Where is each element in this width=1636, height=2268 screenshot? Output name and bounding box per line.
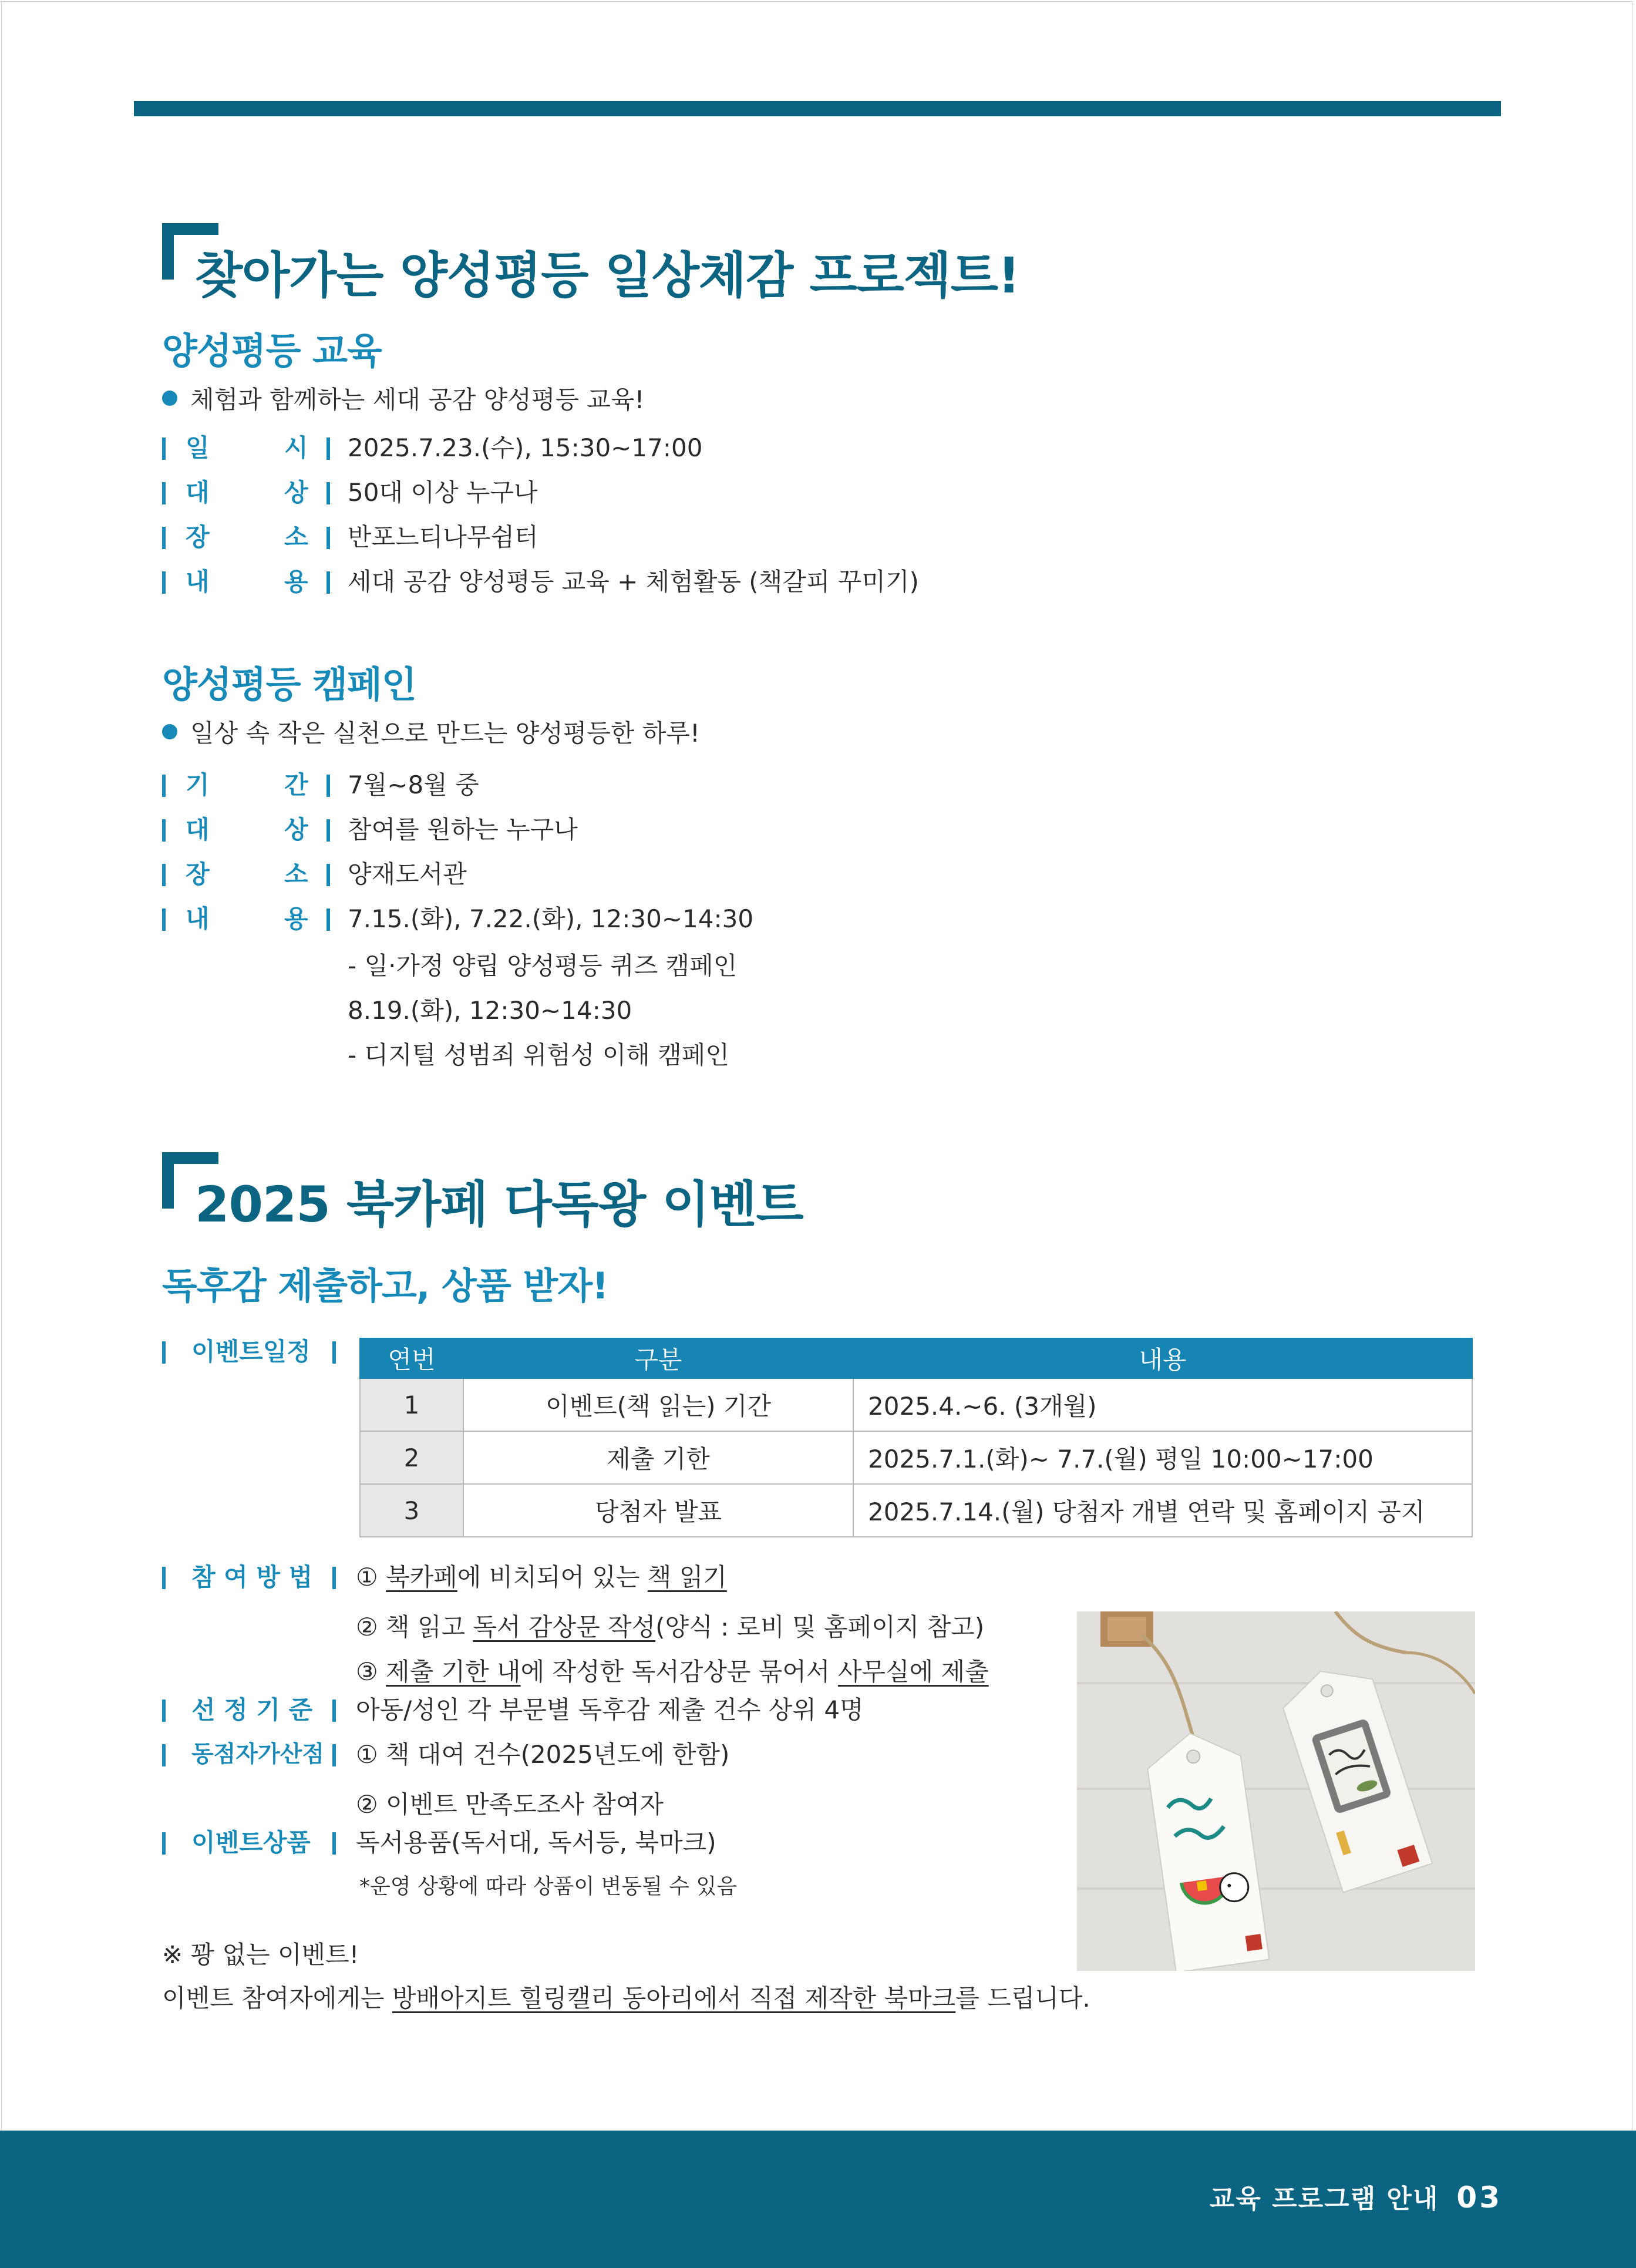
row-bar-icon bbox=[332, 1744, 336, 1766]
row-bar-icon bbox=[162, 1700, 166, 1722]
table-cell-content: 2025.7.1.(화)~ 7.7.(월) 평일 10:00~17:00 bbox=[853, 1431, 1472, 1484]
row-bar-icon bbox=[162, 571, 166, 594]
top-rule bbox=[134, 101, 1501, 116]
method-text: 책 읽고 bbox=[386, 1613, 473, 1641]
row-label-char: 대 bbox=[186, 478, 210, 507]
tiebreak-value: ① 책 대여 건수(2025년도에 한함) bbox=[356, 1740, 730, 1769]
tiebreak-label: 동점자가산점 bbox=[191, 1741, 325, 1768]
notice-text: 이벤트 참여자에게는 bbox=[162, 1984, 392, 2013]
prize-label: 이벤트상품 bbox=[191, 1828, 311, 1857]
row-value: 반포느티나무쉼터 bbox=[348, 523, 538, 551]
row-bar-icon bbox=[326, 775, 330, 797]
notice-line-2 bbox=[162, 1979, 1090, 2014]
footer-title: 교육 프로그램 안내 bbox=[1209, 2184, 1439, 2214]
method-emph: 독서 감상문 작성 bbox=[473, 1613, 656, 1641]
table-header-category: 구분 bbox=[463, 1338, 853, 1378]
method-label: 참 여 방 법 bbox=[191, 1563, 313, 1591]
table-cell-no: 3 bbox=[360, 1484, 463, 1537]
row-label-char: 내 bbox=[186, 904, 210, 933]
row-label-char: 용 bbox=[284, 567, 308, 596]
bookmark-photo bbox=[1077, 1611, 1475, 1971]
row-label-char: 상 bbox=[284, 478, 308, 507]
row-bar-icon bbox=[332, 1341, 336, 1364]
row-bar-icon bbox=[162, 1567, 166, 1589]
row-bar-icon bbox=[162, 819, 166, 842]
row-bar-icon bbox=[162, 908, 166, 931]
campaign-content-line: - 디지털 성범죄 위험성 이해 캠페인 bbox=[348, 1041, 729, 1069]
table-cell-content: 2025.4.~6. (3개월) bbox=[853, 1378, 1472, 1431]
footer-bar bbox=[0, 2131, 1636, 2268]
prize-note: *운영 상황에 따라 상품이 변동될 수 있음 bbox=[359, 1875, 738, 1899]
row-label-char: 기 bbox=[186, 770, 210, 799]
row-bar-icon bbox=[326, 571, 330, 594]
footer-label bbox=[1210, 2178, 1502, 2215]
notice-text: 를 드립니다. bbox=[955, 1984, 1090, 2013]
section1-title: 찾아가는 양성평등 일상체감 프로젝트! bbox=[195, 247, 1020, 304]
row-label-char: 대 bbox=[186, 815, 210, 844]
row-label-char: 일 bbox=[186, 433, 210, 462]
method-line-2 bbox=[356, 1608, 984, 1643]
notice-emph: 방배아지트 힐링캘리 동아리에서 직접 제작한 북마크 bbox=[392, 1984, 956, 2013]
row-bar-icon bbox=[326, 908, 330, 931]
method-text: (양식 : 로비 및 홈페이지 참고) bbox=[655, 1613, 985, 1641]
method-num: ③ bbox=[356, 1657, 378, 1686]
method-line-1 bbox=[356, 1560, 727, 1595]
row-value: 7월~8월 중 bbox=[348, 770, 479, 799]
row-bar-icon bbox=[162, 864, 166, 886]
row-bar-icon bbox=[162, 1744, 166, 1766]
campaign-lead bbox=[162, 714, 700, 749]
row-bar-icon bbox=[162, 1832, 166, 1855]
method-emph: 책 읽기 bbox=[647, 1563, 727, 1591]
table-cell-no: 2 bbox=[360, 1431, 463, 1484]
row-bar-icon bbox=[326, 864, 330, 886]
row-bar-icon bbox=[332, 1832, 336, 1855]
method-text: 에 비치되어 있는 bbox=[457, 1563, 648, 1591]
table-cell-no: 1 bbox=[360, 1378, 463, 1431]
education-lead-text: 체험과 함께하는 세대 공감 양성평등 교육! bbox=[190, 385, 645, 414]
tiebreak-line-2: ② 이벤트 만족도조사 참여자 bbox=[356, 1790, 664, 1819]
row-bar-icon bbox=[162, 775, 166, 797]
row-label-char: 장 bbox=[186, 860, 210, 889]
row-label-char: 상 bbox=[284, 815, 308, 844]
table-row bbox=[360, 1431, 1472, 1484]
table-header-content: 내용 bbox=[853, 1338, 1472, 1378]
row-value: 7.15.(화), 7.22.(화), 12:30~14:30 bbox=[348, 904, 754, 933]
table-row bbox=[360, 1378, 1472, 1431]
row-bar-icon bbox=[332, 1700, 336, 1722]
campaign-lead-text: 일상 속 작은 실천으로 만드는 양성평등한 하루! bbox=[190, 719, 700, 748]
table-cell-category: 당첨자 발표 bbox=[463, 1484, 853, 1537]
method-num: ② bbox=[356, 1613, 378, 1641]
row-bar-icon bbox=[326, 527, 330, 549]
row-value: 세대 공감 양성평등 교육 + 체험활동 (책갈피 꾸미기) bbox=[348, 567, 919, 596]
row-label-char: 내 bbox=[186, 567, 210, 596]
criteria-value: 아동/성인 각 부문별 독후감 제출 건수 상위 4명 bbox=[356, 1695, 864, 1724]
row-value: 2025.7.23.(수), 15:30~17:00 bbox=[348, 433, 703, 462]
campaign-content-line: - 일·가정 양립 양성평등 퀴즈 캠페인 bbox=[348, 951, 738, 980]
bullet-dot-icon bbox=[162, 724, 177, 739]
row-value: 양재도서관 bbox=[348, 860, 467, 889]
table-header-no: 연번 bbox=[360, 1338, 463, 1378]
row-bar-icon bbox=[332, 1567, 336, 1589]
row-label-char: 용 bbox=[284, 904, 308, 933]
education-title: 양성평등 교육 bbox=[162, 329, 382, 372]
method-emph: 제출 기한 내 bbox=[386, 1657, 521, 1686]
row-label-char: 간 bbox=[284, 770, 308, 799]
campaign-title: 양성평등 캠페인 bbox=[162, 663, 416, 706]
row-bar-icon bbox=[162, 438, 166, 460]
row-bar-icon bbox=[162, 527, 166, 549]
row-bar-icon bbox=[162, 1341, 166, 1364]
row-bar-icon bbox=[162, 482, 166, 504]
method-line-3 bbox=[356, 1653, 989, 1688]
table-cell-content: 2025.7.14.(월) 당첨자 개별 연락 및 홈페이지 공지 bbox=[853, 1484, 1472, 1537]
method-num: ① bbox=[356, 1563, 378, 1591]
row-bar-icon bbox=[326, 438, 330, 460]
page-number: 03 bbox=[1456, 2180, 1502, 2215]
row-bar-icon bbox=[326, 482, 330, 504]
campaign-content-line: 8.19.(화), 12:30~14:30 bbox=[348, 996, 632, 1025]
bullet-dot-icon bbox=[162, 391, 177, 406]
prize-value: 독서용품(독서대, 독서등, 북마크) bbox=[356, 1828, 716, 1857]
section2-title: 2025 북카페 다독왕 이벤트 bbox=[195, 1176, 803, 1233]
row-label-char: 소 bbox=[284, 860, 308, 889]
table-row bbox=[360, 1484, 1472, 1537]
row-label-char: 소 bbox=[284, 523, 308, 551]
section2-subtitle: 독후감 제출하고, 상품 받자! bbox=[162, 1264, 608, 1307]
row-label-char: 시 bbox=[284, 433, 308, 462]
row-value: 50대 이상 누구나 bbox=[348, 478, 538, 507]
table-header-row bbox=[360, 1338, 1472, 1378]
method-text: 에 작성한 독서감상문 묶어서 bbox=[520, 1657, 838, 1686]
schedule-table bbox=[359, 1338, 1473, 1537]
table-cell-category: 이벤트(책 읽는) 기간 bbox=[463, 1378, 853, 1431]
table-cell-category: 제출 기한 bbox=[463, 1431, 853, 1484]
row-bar-icon bbox=[326, 819, 330, 842]
row-label-char: 장 bbox=[186, 523, 210, 551]
method-emph: 북카페 bbox=[386, 1563, 457, 1591]
notice-line-1: ※ 꽝 없는 이벤트! bbox=[162, 1940, 359, 1969]
criteria-label: 선 정 기 준 bbox=[191, 1695, 313, 1724]
schedule-label: 이벤트일정 bbox=[191, 1337, 311, 1366]
row-value: 참여를 원하는 누구나 bbox=[348, 815, 578, 844]
method-emph: 사무실에 제출 bbox=[837, 1657, 989, 1686]
education-lead bbox=[162, 381, 644, 416]
